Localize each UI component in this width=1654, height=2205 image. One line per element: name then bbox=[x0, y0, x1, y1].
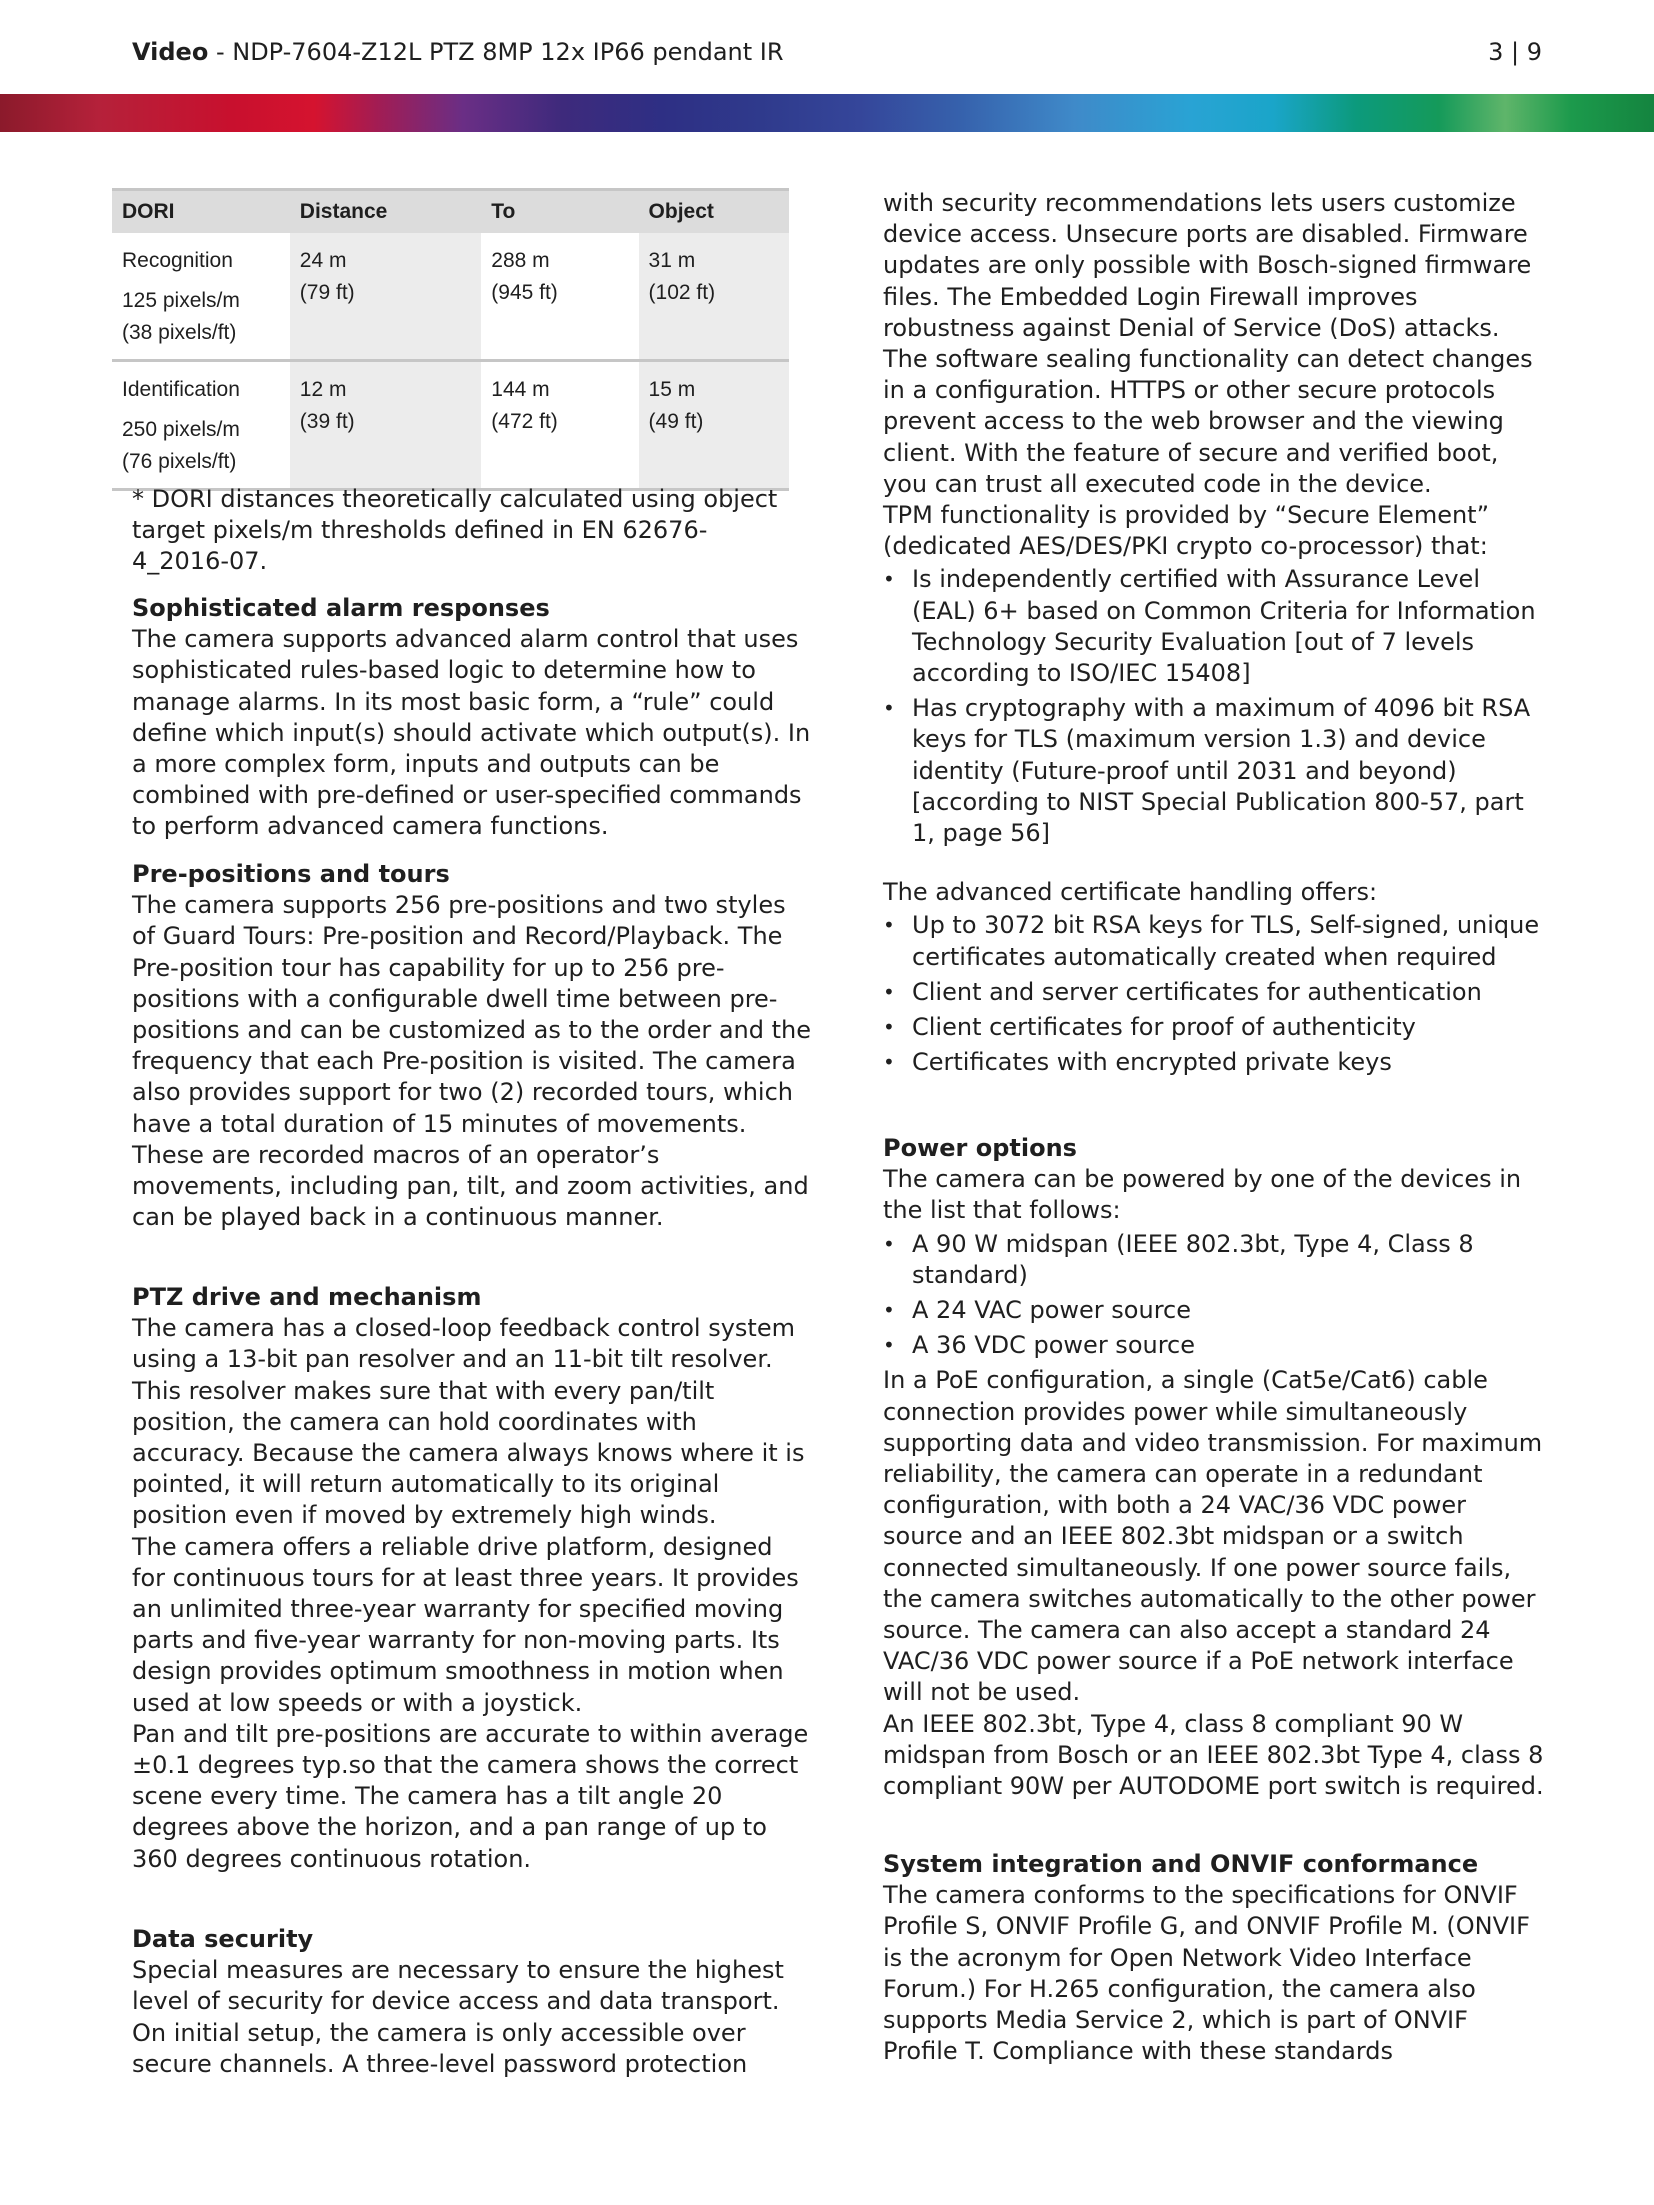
dori-level-cell bbox=[112, 361, 290, 490]
section-body: The camera conforms to the specifications for ONVIF Profile S, ONVIF Profile G, and ONVIF Profile M. (ONVIF is the acronym for Open Network Video Interface Forum.) For H.265 configuration, the camera also supports Media Service 2, which is part of ONVIF Profile T. Compliance with these standards bbox=[883, 1881, 1530, 2066]
list-item: • A 24 VAC power source bbox=[883, 1295, 1545, 1326]
dori-to: 288 m (945 ft) bbox=[481, 233, 638, 361]
list-item: • Is independently certified with Assurance Level (EAL) 6+ based on Common Criteria for Information Technology Security Evaluation [out of 7 levels according to ISO/IEC 15408] bbox=[883, 564, 1545, 689]
section-heading: System integration and ONVIF conformance bbox=[883, 1850, 1479, 1878]
section-ptz bbox=[132, 1282, 812, 1875]
section-alarm bbox=[132, 593, 812, 843]
section-heading: PTZ drive and mechanism bbox=[132, 1283, 482, 1311]
page-header bbox=[132, 36, 1542, 76]
tpm-list bbox=[883, 564, 1545, 849]
cert-intro: The advanced certificate handling offers: bbox=[883, 878, 1378, 907]
dori-object: 15 m (49 ft) bbox=[639, 361, 789, 490]
section-heading: Sophisticated alarm responses bbox=[132, 594, 550, 622]
dori-level-name: Recognition bbox=[122, 249, 233, 272]
dori-header-cell: DORI bbox=[112, 190, 290, 234]
list-item: • Has cryptography with a maximum of 4096 bit RSA keys for TLS (maximum version 1.3) and device identity (Future-proof until 2031 and beyond) [according to NIST Special Publication 800-57, part 1, page 56] bbox=[883, 693, 1545, 849]
list-item: • A 36 VDC power source bbox=[883, 1330, 1545, 1361]
table-row bbox=[112, 361, 789, 490]
document-title bbox=[132, 36, 784, 68]
table-row bbox=[112, 233, 789, 361]
dori-header-cell: Distance bbox=[290, 190, 481, 234]
list-item: • Client certificates for proof of authenticity bbox=[883, 1012, 1545, 1043]
list-item: • A 90 W midspan (IEEE 802.3bt, Type 4, Class 8 standard) bbox=[883, 1229, 1545, 1291]
dori-table bbox=[112, 188, 789, 491]
power-intro: The camera can be powered by one of the devices in the list that follows: bbox=[883, 1165, 1522, 1225]
section-body: Special measures are necessary to ensure the highest level of security for device access and data transport. On initial setup, the camera is only accessible over secure channels. A three-level password protection bbox=[132, 1956, 784, 2078]
page-number: 3 | 9 bbox=[1488, 38, 1542, 66]
section-body: In a PoE configuration, a single (Cat5e/Cat6) cable connection provides power while simultaneously supporting data and video transmission. For maximum reliability, the camera can operate in a redundant configuration, with both a 24 VAC/36 VDC power source and an IEEE 802.3bt midspan or a switch connected simultaneously. If one power source fails, the camera switches automatically to the other power source. The camera can also accept a standard 24 VAC/36 VDC power source if a PoE network interface will not be used. bbox=[883, 1366, 1543, 1707]
section-body: The camera offers a reliable drive platform, designed for continuous tours for at least three years. It provides an unlimited three-year warranty for specified moving parts and five-year warranty for non-moving parts. Its design provides optimum smoothness in motion when used at low speeds or with a joystick. bbox=[132, 1532, 799, 1717]
section-body: Pan and tilt pre-positions are accurate to within average ±0.1 degrees typ.so that the camera shows the correct scene every time. The camera has a tilt angle 20 degrees above the horizon, and a pan range of up to 360 degrees continuous rotation. bbox=[132, 1719, 809, 1873]
brand-color-bar bbox=[0, 94, 1654, 132]
dori-level-name: Identification bbox=[122, 378, 240, 401]
dori-to: 144 m (472 ft) bbox=[481, 361, 638, 490]
dori-pixel-density: 125 pixels/m (38 pixels/ft) bbox=[122, 289, 240, 344]
title-category: Video bbox=[132, 38, 209, 66]
section-heading: Data security bbox=[132, 1925, 314, 1953]
list-item: • Client and server certificates for authentication bbox=[883, 977, 1545, 1008]
dori-level-cell bbox=[112, 233, 290, 361]
list-item: • Certificates with encrypted private keys bbox=[883, 1047, 1545, 1078]
section-body: with security recommendations lets users customize device access. Unsecure ports are disabled. Firmware updates are only possible with Bosch-signed firmware files. The Embedded Login Firewall improves robustness against Denial of Service (DoS) attacks. The software sealing functionality can detect changes in a configuration. HTTPS or other secure protocols prevent access to the web browser and the viewing client. With the feature of secure and verified boot, you can trust all executed code in the device. bbox=[883, 189, 1533, 498]
tpm-intro: TPM functionality is provided by “Secure Element” (dedicated AES/DES/PKI crypto co-processor) that: bbox=[883, 501, 1490, 561]
section-data-security-continued bbox=[883, 188, 1545, 1082]
section-power bbox=[883, 1133, 1545, 1802]
section-data-security bbox=[132, 1924, 812, 2080]
dori-distance: 24 m (79 ft) bbox=[290, 233, 481, 361]
dori-footnote: * DORI distances theoretically calculated using object target pixels/m thresholds defined in EN 62676-4_2016-07. bbox=[132, 485, 778, 576]
section-onvif bbox=[883, 1849, 1545, 2067]
dori-distance: 12 m (39 ft) bbox=[290, 361, 481, 490]
section-body: The camera has a closed-loop feedback control system using a 13-bit pan resolver and an 11-bit tilt resolver. This resolver makes sure that with every pan/tilt position, the camera can hold coordinates with accuracy. Because the camera always knows where it is pointed, it will return automatically to its original position even if moved by extremely high winds. bbox=[132, 1314, 805, 1530]
dori-object: 31 m (102 ft) bbox=[639, 233, 789, 361]
section-body: The camera supports advanced alarm control that uses sophisticated rules-based logic to determine how to manage alarms. In its most basic form, a “rule” could define which input(s) should activate which output(s). In a more complex form, inputs and outputs can be combined with pre-defined or user-specified commands to perform advanced camera functions. bbox=[132, 625, 811, 841]
section-body: An IEEE 802.3bt, Type 4, class 8 compliant 90 W midspan from Bosch or an IEEE 802.3bt Type 4, class 8 compliant 90W per AUTODOME port switch is required. bbox=[883, 1709, 1544, 1801]
power-list bbox=[883, 1229, 1545, 1362]
cert-list bbox=[883, 910, 1545, 1078]
section-heading: Power options bbox=[883, 1134, 1077, 1162]
dori-pixel-density: 250 pixels/m (76 pixels/ft) bbox=[122, 418, 240, 473]
section-tours bbox=[132, 859, 812, 1233]
section-body: The camera supports 256 pre-positions and two styles of Guard Tours: Pre-position and Record/Playback. The Pre-position tour has capability for up to 256 pre-positions with a configurable dwell time between pre-positions and can be customized as to the order and the frequency that each Pre-position is visited. The camera also provides support for two (2) recorded tours, which have a total duration of 15 minutes of movements. These are recorded macros of an operator’s movements, including pan, tilt, and zoom activities, and can be played back in a continuous manner. bbox=[132, 891, 811, 1232]
dori-header-row bbox=[112, 190, 789, 234]
dori-header-cell: Object bbox=[639, 190, 789, 234]
dori-header-cell: To bbox=[481, 190, 638, 234]
list-item: • Up to 3072 bit RSA keys for TLS, Self-signed, unique certificates automatically created when required bbox=[883, 910, 1545, 972]
section-heading: Pre-positions and tours bbox=[132, 860, 450, 888]
title-product: - NDP-7604-Z12L PTZ 8MP 12x IP66 pendant IR bbox=[208, 38, 784, 66]
